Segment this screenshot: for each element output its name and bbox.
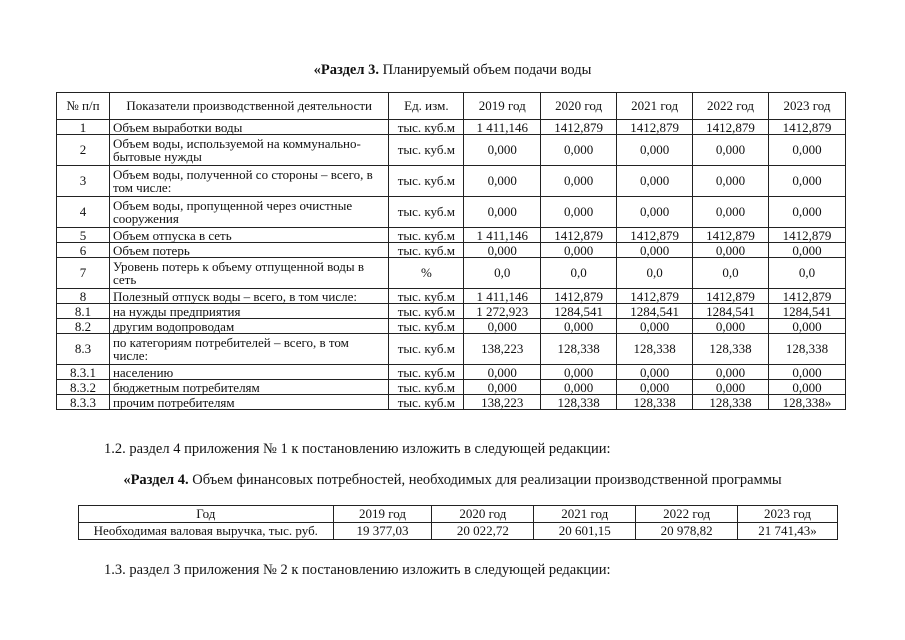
row-unit: тыс. куб.м xyxy=(389,334,464,365)
value-2022: 0,000 xyxy=(693,380,769,395)
value-2019: 0,000 xyxy=(464,166,541,197)
row-indicator: Объем потерь xyxy=(109,243,388,258)
row-indicator: Объем отпуска в сеть xyxy=(109,228,388,243)
revenue-2019: 19 377,03 xyxy=(333,523,432,540)
table-row xyxy=(57,166,846,197)
value-2022: 0,000 xyxy=(693,197,769,228)
value-2019: 0,000 xyxy=(464,365,541,380)
value-2022: 0,0 xyxy=(693,258,769,289)
header-2020: 2020 год xyxy=(541,93,617,120)
row-num: 4 xyxy=(57,197,110,228)
row-unit: тыс. куб.м xyxy=(389,365,464,380)
revenue-2022: 20 978,82 xyxy=(636,523,738,540)
table-row xyxy=(57,380,846,395)
row-num: 7 xyxy=(57,258,110,289)
value-2019: 138,223 xyxy=(464,334,541,365)
row-indicator: другим водопроводам xyxy=(109,319,388,334)
revenue-label: Необходимая валовая выручка, тыс. руб. xyxy=(79,523,334,540)
value-2021: 1412,879 xyxy=(617,289,693,304)
row-unit: тыс. куб.м xyxy=(389,380,464,395)
value-2022: 0,000 xyxy=(693,319,769,334)
value-2021: 0,000 xyxy=(617,166,693,197)
value-2023: 0,000 xyxy=(769,243,846,258)
value-2021: 1412,879 xyxy=(617,120,693,135)
section4-title: Объем финансовых потребностей, необходимых для реализации производственной программы xyxy=(188,472,782,488)
table-row xyxy=(57,334,846,365)
value-2021: 0,000 xyxy=(617,319,693,334)
value-2021: 128,338 xyxy=(617,395,693,410)
value-2021: 1412,879 xyxy=(617,228,693,243)
paragraph-1-2: 1.2. раздел 4 приложения № 1 к постановлению изложить в следующей редакции: xyxy=(104,441,611,457)
value-2021: 0,000 xyxy=(617,135,693,166)
value-2019: 0,000 xyxy=(464,380,541,395)
value-2019: 0,0 xyxy=(464,258,541,289)
value-2022: 0,000 xyxy=(693,365,769,380)
table-row xyxy=(57,120,846,135)
section4-heading xyxy=(0,472,905,489)
row-unit: тыс. куб.м xyxy=(389,197,464,228)
header-2020: 2020 год xyxy=(432,506,534,523)
row-num: 6 xyxy=(57,243,110,258)
revenue-2023: 21 741,43» xyxy=(738,523,838,540)
table-header-row xyxy=(79,506,838,523)
value-2020: 0,000 xyxy=(541,319,617,334)
value-2023: 0,000 xyxy=(769,319,846,334)
value-2023: 128,338» xyxy=(769,395,846,410)
value-2019: 1 411,146 xyxy=(464,120,541,135)
value-2022: 128,338 xyxy=(693,395,769,410)
value-2023: 0,000 xyxy=(769,166,846,197)
value-2023: 1284,541 xyxy=(769,304,846,319)
table-row xyxy=(57,319,846,334)
water-supply-table-body xyxy=(57,120,846,410)
value-2022: 0,000 xyxy=(693,166,769,197)
section3-heading xyxy=(0,62,905,79)
row-unit: тыс. куб.м xyxy=(389,289,464,304)
water-supply-table xyxy=(56,92,846,410)
value-2019: 0,000 xyxy=(464,197,541,228)
value-2023: 1412,879 xyxy=(769,120,846,135)
value-2023: 1412,879 xyxy=(769,228,846,243)
value-2020: 128,338 xyxy=(541,334,617,365)
value-2019: 1 411,146 xyxy=(464,228,541,243)
value-2020: 1412,879 xyxy=(541,120,617,135)
value-2020: 1412,879 xyxy=(541,289,617,304)
value-2019: 1 272,923 xyxy=(464,304,541,319)
row-indicator: Объем воды, используемой на коммунально-бытовые нужды xyxy=(109,135,388,166)
row-unit: тыс. куб.м xyxy=(389,243,464,258)
row-indicator: Объем воды, пропущенной через очистные сооружения xyxy=(109,197,388,228)
row-unit: % xyxy=(389,258,464,289)
revenue-2020: 20 022,72 xyxy=(432,523,534,540)
section3-title: Планируемый объем подачи воды xyxy=(378,62,592,78)
value-2023: 0,000 xyxy=(769,135,846,166)
value-2021: 128,338 xyxy=(617,334,693,365)
header-num: № п/п xyxy=(57,93,110,120)
value-2019: 0,000 xyxy=(464,319,541,334)
table-row xyxy=(57,228,846,243)
header-2023: 2023 год xyxy=(769,93,846,120)
value-2019: 0,000 xyxy=(464,135,541,166)
value-2023: 0,000 xyxy=(769,365,846,380)
table-row xyxy=(57,304,846,319)
value-2022: 1412,879 xyxy=(693,289,769,304)
row-num: 1 xyxy=(57,120,110,135)
row-unit: тыс. куб.м xyxy=(389,166,464,197)
value-2021: 1284,541 xyxy=(617,304,693,319)
financial-needs-table xyxy=(78,505,838,540)
header-year: Год xyxy=(79,506,334,523)
row-indicator: бюджетным потребителям xyxy=(109,380,388,395)
header-indicator: Показатели производственной деятельности xyxy=(109,93,388,120)
row-unit: тыс. куб.м xyxy=(389,228,464,243)
row-indicator: прочим потребителям xyxy=(109,395,388,410)
row-num: 8.2 xyxy=(57,319,110,334)
header-2023: 2023 год xyxy=(738,506,838,523)
header-2019: 2019 год xyxy=(464,93,541,120)
row-indicator: Полезный отпуск воды – всего, в том числе: xyxy=(109,289,388,304)
value-2019: 138,223 xyxy=(464,395,541,410)
row-indicator: населению xyxy=(109,365,388,380)
row-num: 8 xyxy=(57,289,110,304)
value-2020: 1284,541 xyxy=(541,304,617,319)
value-2020: 128,338 xyxy=(541,395,617,410)
paragraph-1-3: 1.3. раздел 3 приложения № 2 к постановлению изложить в следующей редакции: xyxy=(104,562,611,578)
value-2020: 0,000 xyxy=(541,135,617,166)
row-num: 8.3.1 xyxy=(57,365,110,380)
row-indicator: Объем выработки воды xyxy=(109,120,388,135)
table-row xyxy=(57,243,846,258)
value-2020: 0,000 xyxy=(541,166,617,197)
table-row xyxy=(57,395,846,410)
row-indicator: Уровень потерь к объему отпущенной воды в сеть xyxy=(109,258,388,289)
value-2020: 0,000 xyxy=(541,197,617,228)
section4-prefix: «Раздел 4. xyxy=(123,472,189,488)
value-2022: 0,000 xyxy=(693,135,769,166)
row-num: 2 xyxy=(57,135,110,166)
row-num: 3 xyxy=(57,166,110,197)
table-row xyxy=(57,289,846,304)
value-2023: 0,0 xyxy=(769,258,846,289)
value-2023: 0,000 xyxy=(769,380,846,395)
header-2021: 2021 год xyxy=(534,506,636,523)
row-unit: тыс. куб.м xyxy=(389,395,464,410)
revenue-2021: 20 601,15 xyxy=(534,523,636,540)
section3-prefix: «Раздел 3. xyxy=(313,62,379,78)
value-2020: 0,000 xyxy=(541,380,617,395)
row-indicator: на нужды предприятия xyxy=(109,304,388,319)
table-row xyxy=(57,258,846,289)
value-2019: 0,000 xyxy=(464,243,541,258)
value-2020: 0,000 xyxy=(541,365,617,380)
value-2019: 1 411,146 xyxy=(464,289,541,304)
value-2021: 0,000 xyxy=(617,380,693,395)
row-num: 8.1 xyxy=(57,304,110,319)
row-indicator: Объем воды, полученной со стороны – всего, в том числе: xyxy=(109,166,388,197)
row-num: 8.3.3 xyxy=(57,395,110,410)
value-2022: 128,338 xyxy=(693,334,769,365)
header-2021: 2021 год xyxy=(617,93,693,120)
row-num: 8.3 xyxy=(57,334,110,365)
row-indicator: по категориям потребителей – всего, в том числе: xyxy=(109,334,388,365)
value-2021: 0,000 xyxy=(617,365,693,380)
row-unit: тыс. куб.м xyxy=(389,304,464,319)
value-2022: 1412,879 xyxy=(693,228,769,243)
value-2021: 0,000 xyxy=(617,243,693,258)
row-unit: тыс. куб.м xyxy=(389,135,464,166)
row-unit: тыс. куб.м xyxy=(389,319,464,334)
value-2022: 1284,541 xyxy=(693,304,769,319)
header-2022: 2022 год xyxy=(693,93,769,120)
table-header-row xyxy=(57,93,846,120)
header-unit: Ед. изм. xyxy=(389,93,464,120)
table-row xyxy=(79,523,838,540)
value-2020: 1412,879 xyxy=(541,228,617,243)
value-2023: 1412,879 xyxy=(769,289,846,304)
row-num: 8.3.2 xyxy=(57,380,110,395)
value-2022: 1412,879 xyxy=(693,120,769,135)
header-2019: 2019 год xyxy=(333,506,432,523)
value-2020: 0,000 xyxy=(541,243,617,258)
value-2023: 128,338 xyxy=(769,334,846,365)
value-2022: 0,000 xyxy=(693,243,769,258)
value-2021: 0,000 xyxy=(617,197,693,228)
table-row xyxy=(57,365,846,380)
table-row xyxy=(57,197,846,228)
table-row xyxy=(57,135,846,166)
header-2022: 2022 год xyxy=(636,506,738,523)
value-2021: 0,0 xyxy=(617,258,693,289)
value-2023: 0,000 xyxy=(769,197,846,228)
value-2020: 0,0 xyxy=(541,258,617,289)
row-unit: тыс. куб.м xyxy=(389,120,464,135)
row-num: 5 xyxy=(57,228,110,243)
